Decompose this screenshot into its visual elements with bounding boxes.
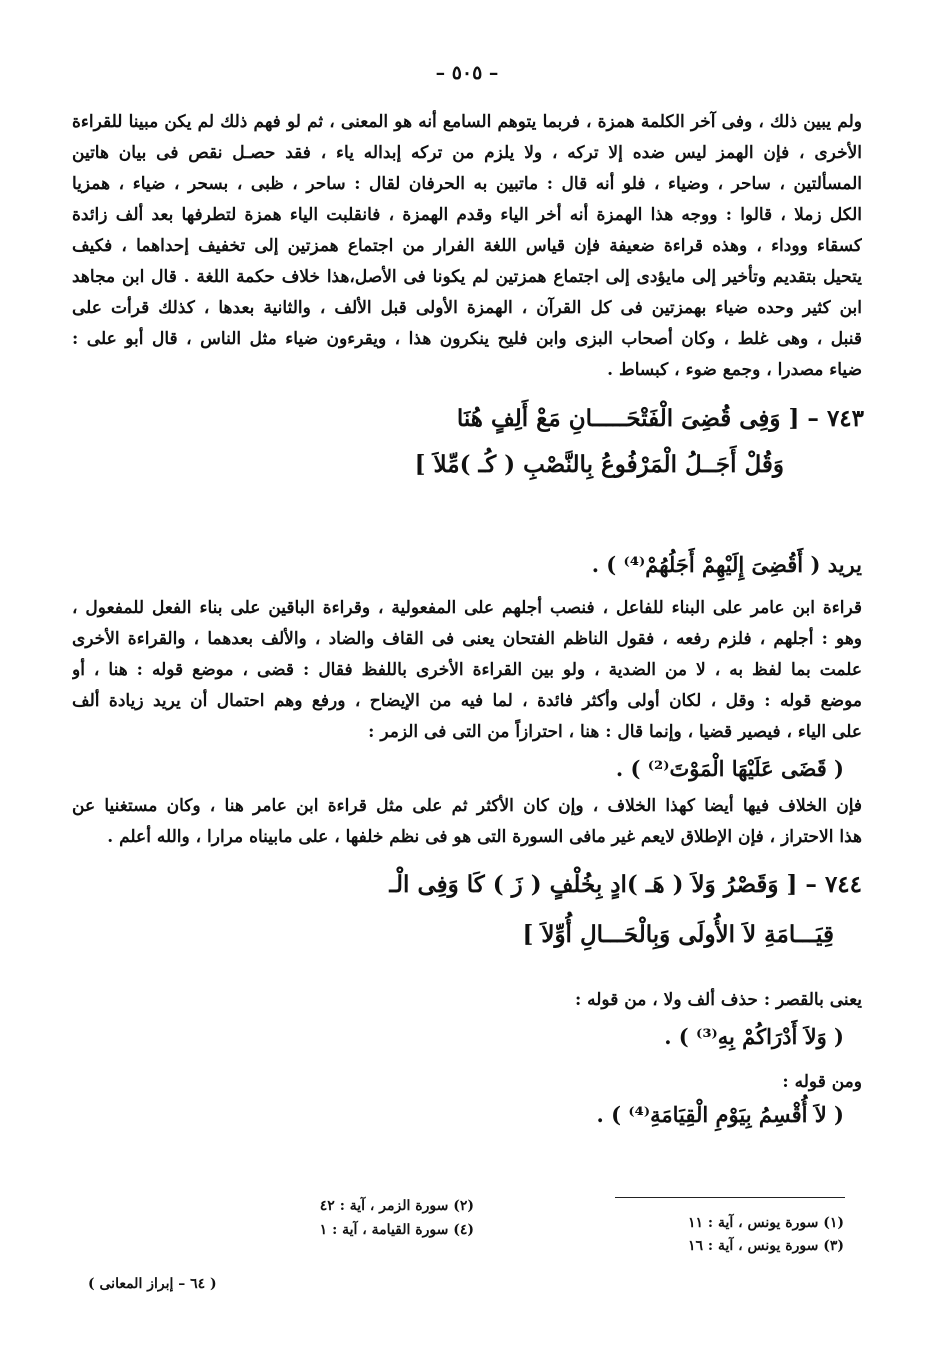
verse-743-line1: ٧٤٣ – [ وَفِى قُضِىَ الْفَتْحَـــــانِ مَعْ أَلِفٍ هُنَا xyxy=(456,405,864,432)
text-line: المسألتين ، ساحر ، وضياء ، فلو أنه قال : ماتبين به الحرفان لقال : ساحر ، ظبى ، بسحر ، ضياء ، همزيا xyxy=(72,174,862,194)
verse-743-line2: وَقُلْ أَجَــلُ الْمَرْفُوعُ بِالنَّصْبِ ( كُـ )مِّلاَ ] xyxy=(414,451,784,478)
footnote: (٢) سورة الزمر ، آية : ٤٢ xyxy=(319,1198,474,1214)
text-line: ضياء مصدرا ، وجمع ضوء ، كبساط . xyxy=(607,360,862,380)
text-line: ومن قوله : xyxy=(782,1072,862,1092)
signature-mark: ( ٦٤ – إبراز المعانى ) xyxy=(88,1276,217,1292)
text-line: ولم يبين ذلك ، وفى آخر الكلمة همزة ، فربما يتوهم السامع أنه هو المعنى ، ثم لو فهم ذلك لم يكن مبينا للقراءة xyxy=(72,112,862,132)
page-number: – ٥٠٥ – xyxy=(435,62,499,84)
text-line: وهو : أجلهم ، فلزم رفعه ، فقول الناظم الفتحان يعنى فى القاف والضاد ، والألف بعدهما ، والقراءة الأخرى xyxy=(72,629,862,649)
footnote: (٣) سورة يونس ، آية : ١٦ xyxy=(688,1238,844,1254)
text-line: قنبل ، وهى غلط ، وكان أصحاب البزى وابن فليح ينكرون هذا ، ويقرءون ضياء مثل الناس ، قال أبو على : xyxy=(72,329,862,349)
footnote: (٤) سورة القيامة ، آية : ١ xyxy=(319,1222,474,1238)
text-line: ابن كثير وحده ضياء بهمزتين فى كل القرآن ، الهمزة الأولى قبل الألف ، والثانية بعدها ، كذلك قرأت على xyxy=(72,298,862,318)
text-line: فإن الخلاف فيها أيضا كهذا الخلاف ، وإن كان الأكثر ثم على مثل قراءة ابن عامر هنا ، وكان مستغنيا عن xyxy=(72,796,862,816)
text-line: يتحيل بتقديم وتأخير إلى مايؤدى إلى اجتماع همزتين لم يكونا فى الأصل،هذا خلاف حكمة اللغة . قال ابن مجاهد xyxy=(72,267,862,287)
text-line: الكل زملا ، قالوا : ووجه هذا الهمزة أنه أخر الياء وقدم الهمزة ، فانقلبت الياء همزة لتطرفها بعد ألف زائدة xyxy=(72,205,862,225)
text-line: قراءة ابن عامر على البناء للفاعل ، فنصب أجلهم على المفعولية ، وقراءة الباقين على بناء الفعل للمفعول ، xyxy=(72,598,862,618)
text-line: علمت بما لفظ به ، لا من الضدية ، ولو بين القراءة الأخرى باللفظ فقال : قضى ، موضع قوله : هنا ، أو xyxy=(72,660,862,680)
text-line: موضع قوله : وقل ، لكان أولى وأكثر فائدة ، لما فيه من الإيضاح ، ورفع وهم احتمال أن يريد زيادة ألف xyxy=(72,691,862,711)
verse-744-line1: ٧٤٤ – [ وَقَصْرُ وَلاَ ( هَـ )ادٍ بِخُلْفٍ ( زَ ) كَا وَفِى الْـ xyxy=(389,871,862,898)
text-line: على الياء ، فيصير قضيا ، وإنما قال : هنا ، احترازاً من التى فى الزمر : xyxy=(368,722,862,742)
quran-quote: ( وَلاَ أَدْرَاكُمْ بِهِ⁽³⁾ ) . xyxy=(664,1024,844,1049)
text-line: يعنى بالقصر : حذف ألف ولا ، من قوله : xyxy=(574,990,862,1010)
quran-quote: ( قَضَى عَلَيْهَا الْمَوْتَ⁽²⁾ ) . xyxy=(615,756,844,781)
text-line: هذا الاحتراز ، فإن الإطلاق لايعم غير مافى السورة التى هو فى نظم خلفها ، على مابيناه مرارا ، والله أعلم . xyxy=(107,827,862,847)
verse-744-line2: قِيَـــامَةِ لاَ الأُولَى وَبِالْحَـــالِ أُوِّلاَ ] xyxy=(522,921,834,948)
quran-quote: يريد ( أَقُضِىَ إِلَيْهِمْ أَجَلُهُمْ⁽⁴⁾ ) . xyxy=(591,552,862,577)
quran-quote: ( لاَ أُقْسِمُ بِيَوْمِ الْقِيَامَةِ⁽⁴⁾ ) . xyxy=(596,1102,844,1127)
footnote-divider xyxy=(615,1197,845,1198)
footnote: (١) سورة يونس ، آية : ١١ xyxy=(688,1215,844,1231)
text-line: كسقاء ووداء ، وهذه قراءة ضعيفة فإن قياس اللغة الفرار من اجتماع همزتين إلى تخفيف إحداهما ، فكيف xyxy=(72,236,862,256)
text-line: الأخرى ، فإن الهمز ليس ضده إلا تركه ، ولا يلزم من تركه إبداله ياء ، فقد حصـل نقص فى بيان هاتين xyxy=(72,143,862,163)
